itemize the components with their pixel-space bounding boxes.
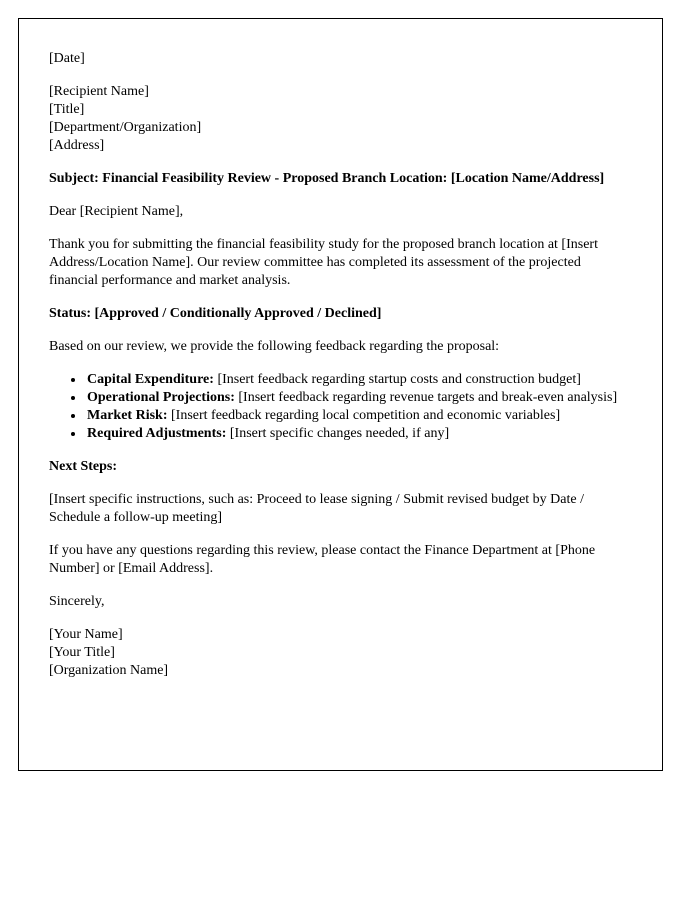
status-line: Status: [Approved / Conditionally Approved / Declined] (49, 306, 382, 321)
feedback-list (49, 371, 632, 443)
next-steps-heading: Next Steps: (49, 459, 118, 474)
intro-paragraph: Thank you for submitting the financial feasibility study for the proposed branch location at [Insert Address/Location Name]. Our review committee has completed its assessment of the projected financial performance and market analysis. (49, 237, 598, 288)
recipient-org-line: [Department/Organization] (49, 120, 202, 135)
list-item-operational-projections (85, 389, 632, 407)
letter-body (18, 18, 663, 771)
list-item-market-risk (85, 407, 632, 425)
signature-org-line: [Organization Name] (49, 663, 169, 678)
subject-line: Subject: Financial Feasibility Review - Proposed Branch Location: [Location Name/Address] (49, 171, 605, 186)
date-line: [Date] (49, 51, 85, 66)
bullet-label: Market Risk: (87, 408, 168, 423)
bullet-label: Capital Expenditure: (87, 372, 214, 387)
recipient-block (49, 83, 632, 155)
bullet-text: [Insert feedback regarding startup costs and construction budget] (213, 372, 581, 387)
list-item-required-adjustments (85, 425, 632, 443)
signature-title-line: [Your Title] (49, 645, 115, 660)
bullet-text: [Insert feedback regarding revenue targets and break-even analysis] (234, 390, 618, 405)
closing: Sincerely, (49, 594, 105, 609)
bullet-label: Operational Projections: (87, 390, 235, 405)
signature-name-line: [Your Name] (49, 627, 123, 642)
salutation: Dear [Recipient Name], (49, 204, 184, 219)
recipient-title-line: [Title] (49, 102, 85, 117)
bullet-label: Required Adjustments: (87, 426, 227, 441)
recipient-name-line: [Recipient Name] (49, 84, 149, 99)
bullet-text: [Insert specific changes needed, if any] (226, 426, 450, 441)
signature-block (49, 626, 632, 680)
next-steps-text: [Insert specific instructions, such as: Proceed to lease signing / Submit revised budget by Date / Schedule a follow-up meeting] (49, 492, 584, 525)
bullet-text: [Insert feedback regarding local competition and economic variables] (167, 408, 561, 423)
feedback-intro: Based on our review, we provide the following feedback regarding the proposal: (49, 339, 500, 354)
recipient-address-line: [Address] (49, 138, 105, 153)
contact-paragraph: If you have any questions regarding this review, please contact the Finance Department at [Phone Number] or [Email Address]. (49, 543, 596, 576)
list-item-capital-expenditure (85, 371, 632, 389)
